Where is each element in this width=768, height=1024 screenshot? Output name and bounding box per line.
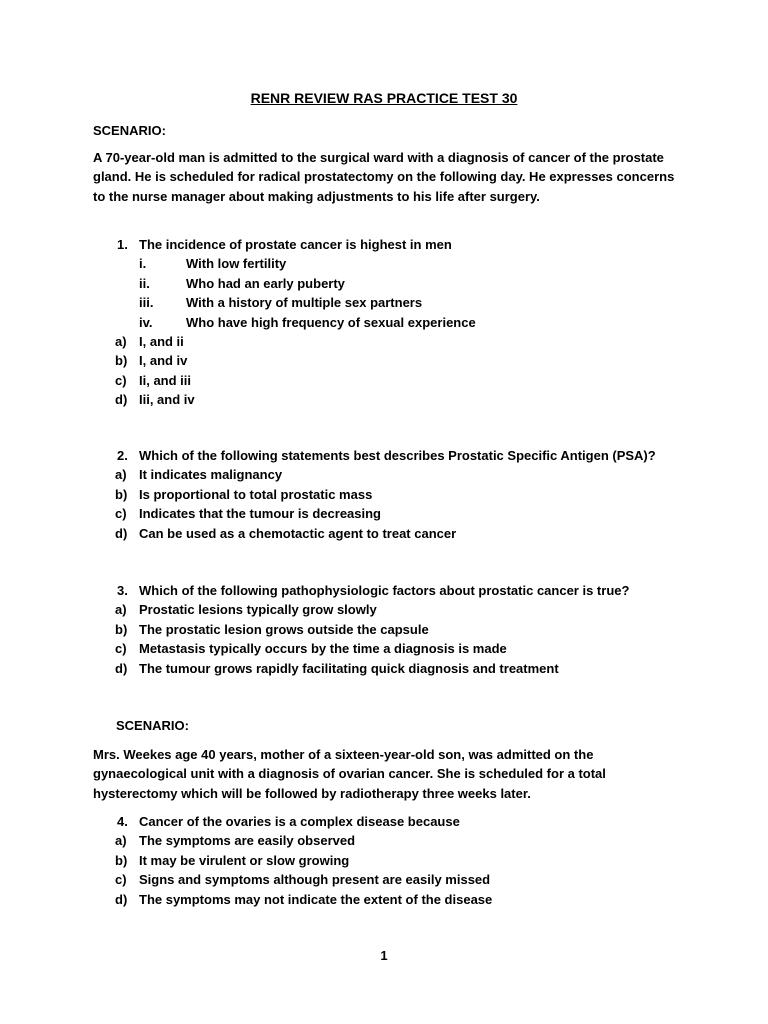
question-text: Which of the following pathophysiologic factors about prostatic cancer is true? [139,583,630,598]
answer-option [93,870,693,889]
option-text: I, and iv [139,353,188,369]
answer-option [93,465,713,484]
option-label: d) [115,525,128,541]
option-label: a) [115,333,127,349]
option-text: The symptoms may not indicate the extent of the disease [139,891,493,907]
option-label: b) [115,852,128,868]
option-label: d) [115,392,128,408]
option-label: b) [115,353,128,369]
answer-option [93,371,693,390]
roman-numeral: i. [139,256,147,272]
answer-option [93,639,693,658]
option-label: b) [115,486,128,502]
option-text: Iii, and iv [139,392,195,408]
option-label: d) [115,891,128,907]
roman-item-text: With low fertility [186,256,287,272]
option-label: c) [115,372,127,388]
roman-item-text: Who have high frequency of sexual experience [186,314,476,330]
question-2 [93,446,713,543]
question-number: 2. [117,448,128,463]
answer-option [93,600,693,619]
answer-option [93,524,713,543]
answer-option [93,485,713,504]
answer-option [93,890,693,909]
scenario-heading-2: SCENARIO: [116,718,189,733]
option-text: Can be used as a chemotactic agent to treat cancer [139,525,457,541]
option-label: a) [115,467,127,483]
question-number: 4. [117,814,128,829]
question-text: Which of the following statements best describes Prostatic Specific Antigen (PSA)? [139,448,656,463]
question-stem [93,581,693,600]
roman-numeral: iii. [139,295,154,311]
roman-numeral: ii. [139,275,150,291]
option-label: c) [115,641,127,657]
question-number: 3. [117,583,128,598]
question-text: The incidence of prostate cancer is highest in men [139,237,452,252]
scenario-heading-1: SCENARIO: [93,123,166,138]
option-label: d) [115,660,128,676]
option-text: Metastasis typically occurs by the time a diagnosis is made [139,641,507,657]
question-stem [93,235,693,254]
answer-option [93,332,693,351]
option-text: The prostatic lesion grows outside the capsule [139,621,429,637]
option-text: The tumour grows rapidly facilitating quick diagnosis and treatment [139,660,559,676]
scenario-text-1: A 70-year-old man is admitted to the surgical ward with a diagnosis of cancer of the prostate gland. He is scheduled for radical prostatectomy on the following day. He expresses concerns to the nurse manager about making adjustments to his life after surgery. [93,150,675,204]
answer-option [93,620,693,639]
question-4 [93,812,693,909]
option-label: a) [115,602,127,618]
page-number: 1 [380,948,388,963]
question-3 [93,581,693,678]
option-label: a) [115,833,127,849]
question-stem [93,812,693,831]
option-text: It indicates malignancy [139,467,283,483]
answer-option [93,351,693,370]
roman-item-text: With a history of multiple sex partners [186,295,423,311]
option-text: Indicates that the tumour is decreasing [139,506,381,522]
answer-option [93,504,713,523]
question-text: Cancer of the ovaries is a complex disease because [139,814,460,829]
option-text: I, and ii [139,333,184,349]
option-label: b) [115,621,128,637]
option-text: It may be virulent or slow growing [139,852,350,868]
roman-item [93,254,693,273]
answer-option [93,831,693,850]
option-label: c) [115,872,127,888]
roman-item-text: Who had an early puberty [186,275,345,291]
document-title: RENR REVIEW RAS PRACTICE TEST 30 [250,90,518,106]
answer-option [93,659,693,678]
question-1 [93,235,693,410]
option-text: Ii, and iii [139,372,192,388]
question-number: 1. [117,237,128,252]
roman-numeral: iv. [139,314,153,330]
roman-item [93,313,693,332]
option-label: c) [115,506,127,522]
option-text: Is proportional to total prostatic mass [139,486,373,502]
question-stem [93,446,713,465]
roman-item [93,274,693,293]
answer-option [93,851,693,870]
option-text: Signs and symptoms although present are easily missed [139,872,491,888]
option-text: The symptoms are easily observed [139,833,356,849]
option-text: Prostatic lesions typically grow slowly [139,602,377,618]
answer-option [93,390,693,409]
roman-item [93,293,693,312]
scenario-text-2: Mrs. Weekes age 40 years, mother of a sixteen-year-old son, was admitted on the gynaecological unit with a diagnosis of ovarian cancer. She is scheduled for a total hysterectomy which will be followed by radiotherapy three weeks later. [93,747,606,801]
